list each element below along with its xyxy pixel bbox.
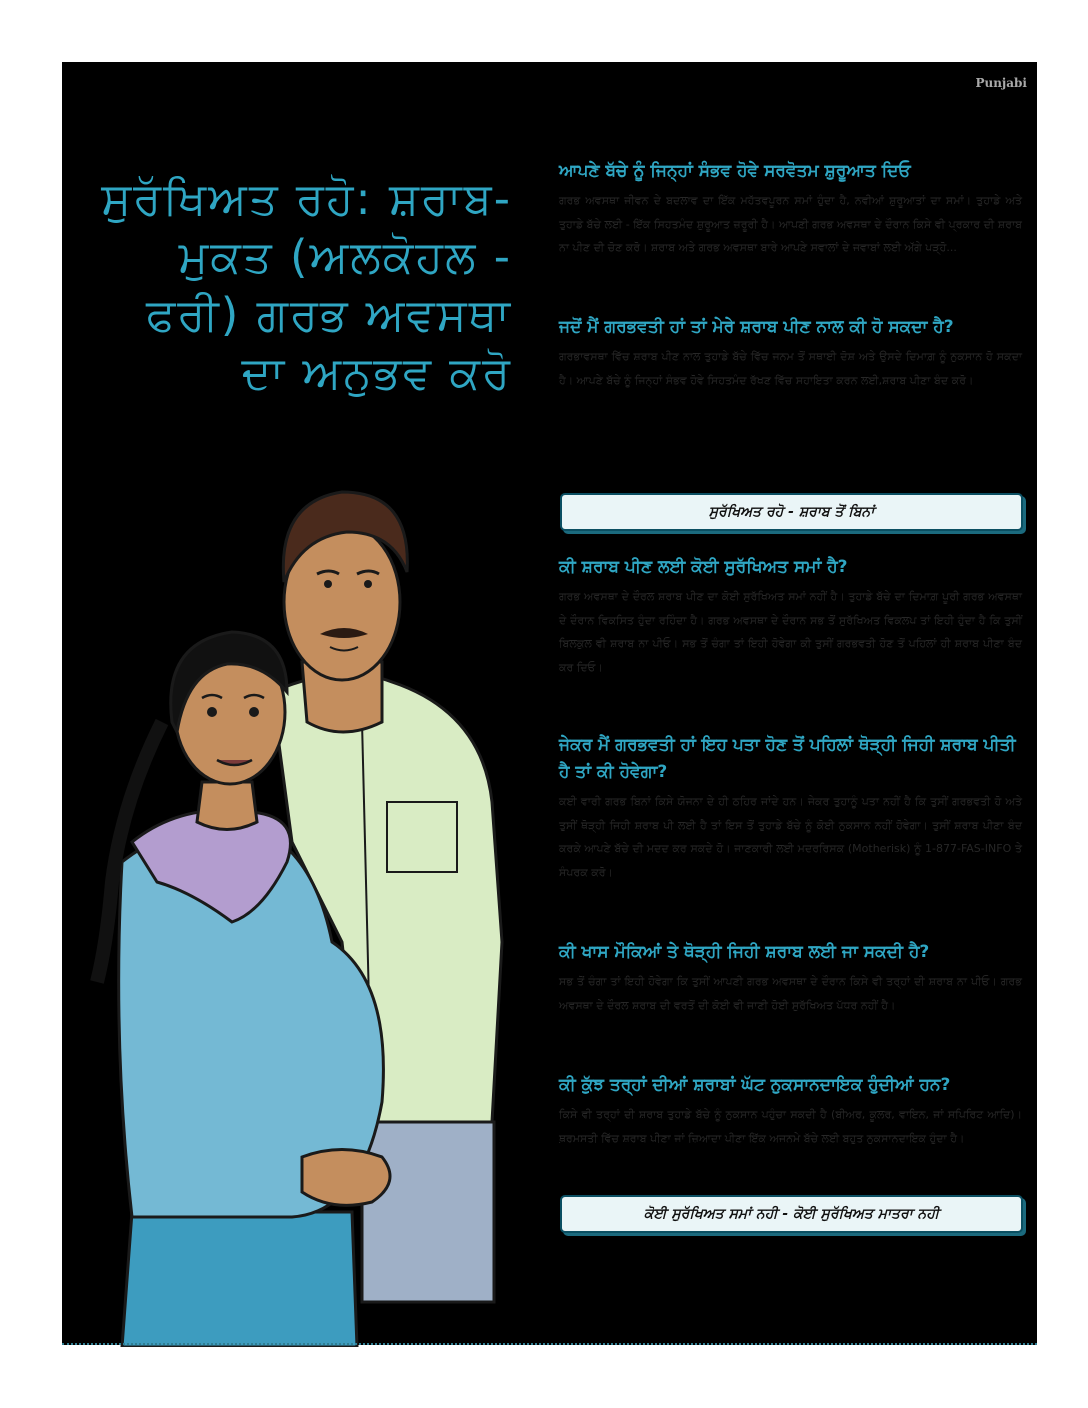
section-heading: ਆਪਣੇ ਬੱਚੇ ਨੂੰ ਜਿਨ੍ਹਾਂ ਸੰਭਵ ਹੋਵੇ ਸਰਵੋਤਮ ਸ਼ੁਰੂਆਤ ਦਿਓ xyxy=(559,161,911,181)
section-what-happens xyxy=(559,314,1022,392)
section-body: ਕਈ ਵਾਰੀ ਗਰਭ ਬਿਨਾਂ ਕਿਸੇ ਯੋਜਨਾ ਦੇ ਹੀ ਠਹਿਰ ਜਾਂਦੇ ਹਨ। ਜੇਕਰ ਤੁਹਾਨੂੰ ਪਤਾ ਨਹੀਂ ਹੈ ਕਿ ਤੁਸੀਂ ਗਰਭਵਤੀ ਹੋ ਅਤੇ ਤੁਸੀਂ ਥੋੜ੍ਹੀ ਜਿਹੀ ਸ਼ਰਾਬ ਪੀ ਲਈ ਹੈ ਤਾਂ ਇਸ ਤੋਂ ਤੁਹਾਡੇ ਬੱਚੇ ਨੂੰ ਕੋਈ ਨੁਕਸਾਨ ਨਹੀਂ ਹੋਵੇਗਾ। ਤੁਸੀਂ ਸ਼ਰਾਬ ਪੀਣਾ ਬੰਦ ਕਰਕੇ ਆਪਣੇ ਬੱਚੇ ਦੀ ਮਦਦ ਕਰ ਸਕਦੇ ਹੋ। ਜਾਣਕਾਰੀ ਲਈ ਮਦਰਰਿਸਕ (Motherisk) ਨੂੰ 1-877-FAS-INFO ਤੇ ਸੰਪਰਕ ਕਰੋ। xyxy=(559,795,1022,879)
callout-no-safe-amount: ਕੋਈ ਸੁਰੱਖਿਅਤ ਸਮਾਂ ਨਹੀ - ਕੋਈ ਸੁਰੱਖਿਅਤ ਮਾਤਰਾ ਨਹੀ xyxy=(560,1195,1023,1233)
section-body: ਗਰਭਾਵਸਥਾ ਵਿੱਚ ਸ਼ਰਾਬ ਪੀਣ ਨਾਲ ਤੁਹਾਡੇ ਬੱਚੇ ਵਿੱਚ ਜਨਮ ਤੋਂ ਸਥਾਈ ਦੋਸ਼ ਅਤੇ ਉਸਦੇ ਦਿਮਾਗ਼ ਨੂੰ ਨੁਕਸਾਨ ਹੋ ਸਕਦਾ ਹੈ। ਆਪਣੇ ਬੱਚੇ ਨੂੰ ਜਿਨ੍ਹਾਂ ਸੰਭਵ ਹੋਵੇ ਸਿਹਤਮੰਦ ਰੱਖਣ ਵਿੱਚ ਸਹਾਇਤਾ ਕਰਨ ਲਈ,ਸ਼ਰਾਬ ਪੀਣਾ ਬੰਦ ਕਰੋ। xyxy=(559,350,1022,387)
section-types-of-alcohol xyxy=(559,1072,1022,1150)
section-body: ਗਰਭ ਅਵਸਥਾ ਜੀਵਨ ਦੇ ਬਦਲਾਵ ਦਾ ਇੱਕ ਮਹੱਤਵਪੂਰਨ ਸਮਾਂ ਹੁੰਦਾ ਹੈ, ਨਵੀਆਂ ਸ਼ੁਰੂਆਤਾਂ ਦਾ ਸਮਾਂ। ਤੁਹਾਡੇ ਅਤੇ ਤੁਹਾਡੇ ਬੱਚੇ ਲਈ - ਇੱਕ ਸਿਹਤਮੰਦ ਸ਼ੁਰੂਆਤ ਜ਼ਰੂਰੀ ਹੈ। ਆਪਣੀ ਗਰਭ ਅਵਸਥਾ ਦੇ ਦੌਰਾਨ ਕਿਸੇ ਵੀ ਪ੍ਰਕਾਰ ਦੀ ਸ਼ਰਾਬ ਨਾ ਪੀਣ ਦੀ ਚੋਣ ਕਰੋ। ਸ਼ਰਾਬ ਅਤੇ ਗਰਭ ਅਵਸਥਾ ਬਾਰੇ ਆਪਣੇ ਸਵਾਲਾਂ ਦੇ ਜਵਾਬਾਂ ਲਈ ਅੱਗੇ ਪੜ੍ਹੋ... xyxy=(559,194,1022,254)
poster-page xyxy=(62,62,1037,1345)
section-heading: ਜੇਕਰ ਮੈਂ ਗਰਭਵਤੀ ਹਾਂ ਇਹ ਪਤਾ ਹੋਣ ਤੋਂ ਪਹਿਲਾਂ ਥੋੜ੍ਹੀ ਜਿਹੀ ਸ਼ਰਾਬ ਪੀਤੀ ਹੈ ਤਾਂ ਕੀ ਹੋਵੇਗਾ? xyxy=(559,735,1016,782)
section-body: ਗਰਭ ਅਵਸਥਾ ਦੇ ਦੌਰਲ ਸ਼ਰਾਬ ਪੀਣ ਦਾ ਕੋਈ ਸੁਰੱਖਿਅਤ ਸਮਾਂ ਨਹੀਂ ਹੈ। ਤੁਹਾਡੇ ਬੱਚੇ ਦਾ ਦਿਮਾਗ਼ ਪੂਰੀ ਗਰਭ ਅਵਸਥਾ ਦੇ ਦੌਰਾਨ ਵਿਕਸਿਤ ਹੁੰਦਾ ਰਹਿੰਦਾ ਹੈ। ਗਰਭ ਅਵਸਥਾ ਦੇ ਦੌਰਾਨ ਸਭ ਤੋਂ ਸੁਰੱਖਿਅਤ ਵਿਕਲਪ ਤਾਂ ਇਹੀ ਹੁੰਦਾ ਹੈ ਕਿ ਤੁਸੀਂ ਬਿਲਕੁਲ ਵੀ ਸ਼ਰਾਬ ਨਾ ਪੀਓ। ਸਭ ਤੋਂ ਚੰਗਾ ਤਾਂ ਇਹੀ ਹੋਵੇਗਾ ਕੀ ਤੁਸੀਂ ਗਰਭਵਤੀ ਹੋਣ ਤੋਂ ਪਹਿਲਾਂ ਹੀ ਸ਼ਰਾਬ ਪੀਣਾ ਬੰਦ ਕਰ ਦਿਓ। xyxy=(559,590,1022,674)
section-heading: ਜਦੋਂ ਮੈਂ ਗਰਭਵਤੀ ਹਾਂ ਤਾਂ ਮੇਰੇ ਸ਼ਰਾਬ ਪੀਣ ਨਾਲ ਕੀ ਹੋ ਸਕਦਾ ਹੈ? xyxy=(559,317,954,337)
section-body: ਸਭ ਤੋਂ ਚੰਗਾ ਤਾਂ ਇਹੀ ਹੋਵੇਗਾ ਕਿ ਤੁਸੀਂ ਆਪਣੀ ਗਰਭ ਅਵਸਥਾ ਦੇ ਦੌਰਾਨ ਕਿਸੇ ਵੀ ਤਰ੍ਹਾਂ ਦੀ ਸ਼ਰਾਬ ਨਾ ਪੀਓ। ਗਰਭ ਅਵਸਥਾ ਦੇ ਦੌਰਲ ਸ਼ਰਾਬ ਦੀ ਵਰਤੋਂ ਦੀ ਕੋਈ ਵੀ ਜਾਣੀ ਹੋਈ ਸੁਰੱਖਿਅਤ ਪੱਧਰ ਨਹੀਂ ਹੈ। xyxy=(559,975,1022,1012)
language-label: Punjabi xyxy=(975,76,1027,90)
callout-stay-safe: ਸੁਰੱਖਿਅਤ ਰਹੋ - ਸ਼ਰਾਬ ਤੋਂ ਬਿਨਾਂ xyxy=(560,493,1023,531)
section-heading: ਕੀ ਸ਼ਰਾਬ ਪੀਣ ਲਈ ਕੋਈ ਸੁਰੱਖਿਅਤ ਸਮਾਂ ਹੈ? xyxy=(559,557,848,577)
section-best-start xyxy=(559,158,1022,260)
section-safe-time xyxy=(559,554,1022,679)
section-body: ਕਿਸੇ ਵੀ ਤਰ੍ਹਾਂ ਦੀ ਸ਼ਰਾਬ ਤੁਹਾਡੇ ਬੱਚੇ ਨੂੰ ਨੁਕਸਾਨ ਪਹੁੰਚਾ ਸਕਦੀ ਹੈ (ਬੀਅਰ, ਕੂਲਰ, ਵਾਇਨ, ਜਾਂ ਸਪਿਰਿਟ ਆਦਿ)। ਥ਼ਰਮਸਤੀ ਵਿੱਚ ਸ਼ਰਾਬ ਪੀਣਾ ਜਾਂ ਜ਼ਿਆਦਾ ਪੀਣਾ ਇੱਕ ਅਜਨਮੇ ਬੱਚੇ ਲਈ ਬਹੁਤ ਨੁਕਸਾਨਦਾਇਕ ਹੁੰਦਾ ਹੈ। xyxy=(559,1108,1022,1145)
section-special-occasions xyxy=(559,939,1022,1017)
couple-illustration xyxy=(62,422,532,1347)
section-heading: ਕੀ ਖਾਸ ਮੌਕਿਆਂ ਤੇ ਥੋੜ੍ਹੀ ਜਿਹੀ ਸ਼ਰਾਬ ਲਈ ਜਾ ਸਕਦੀ ਹੈ? xyxy=(559,942,930,962)
section-heading: ਕੀ ਕੁੱਝ ਤਰ੍ਹਾਂ ਦੀਆਂ ਸ਼ਰਾਬਾਂ ਘੱਟ ਨੁਕਸਾਨਦਾਇਕ ਹੁੰਦੀਆਂ ਹਨ? xyxy=(559,1075,951,1095)
section-before-knowing xyxy=(559,732,1022,884)
page-title: ਸੁਰੱਖਿਅਤ ਰਹੋ: ਸ਼ਰਾਬ- ਮੁਕਤ (ਅਲਕੋਹਲ - ਫਰੀ) ਗਰਭ ਅਵਸਥਾ ਦਾ ਅਨੁਭਵ ਕਰੋ xyxy=(101,172,512,399)
bottom-dotted-rule xyxy=(62,1343,1037,1345)
